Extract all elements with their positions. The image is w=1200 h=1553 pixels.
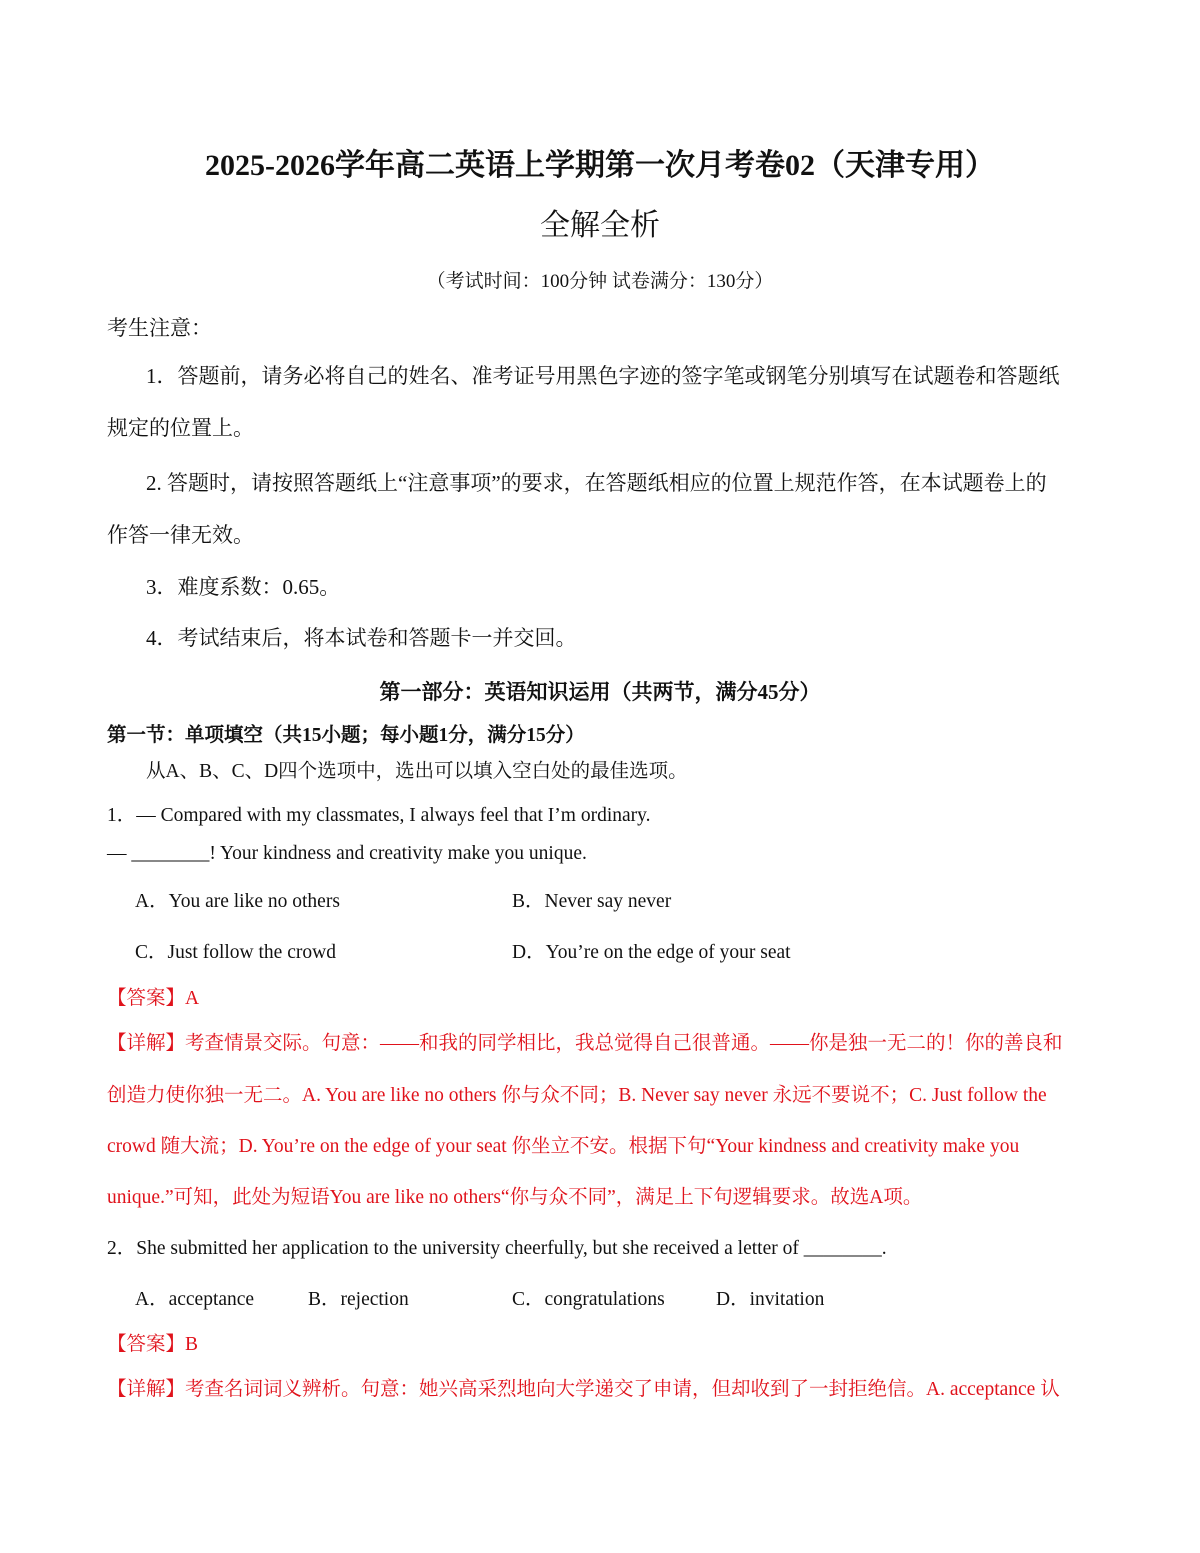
- question-1-option-c: C．Just follow the crowd: [135, 942, 336, 963]
- question-1-option-d: D．You’re on the edge of your seat: [512, 942, 791, 963]
- question-1-explanation-line-2: 创造力使你独一无二。A. You are like no others 你与众不同；B. Never say never 永远不要说不；C. Just follow the: [107, 1085, 1047, 1106]
- question-2-line-1: 2．She submitted her application to the university cheerfully, but she received a letter of ________.: [107, 1238, 887, 1259]
- notice-heading: 考生注意：: [107, 316, 212, 340]
- question-2-explanation-line-1: 【详解】考查名词词义辨析。句意：她兴高采烈地向大学递交了申请，但却收到了一封拒绝信。A. acceptance 认: [107, 1379, 1060, 1400]
- notice-item-4: 4．考试结束后，将本试卷和答题卡一并交回。: [146, 626, 577, 650]
- section-1-instruction: 从A、B、C、D四个选项中，选出可以填入空白处的最佳选项。: [146, 761, 688, 782]
- notice-item-3: 3．难度系数：0.65。: [146, 575, 341, 599]
- question-2-option-d: D．invitation: [716, 1289, 825, 1310]
- question-1-option-a: A．You are like no others: [135, 891, 340, 912]
- page-subtitle: 全解全析: [540, 209, 660, 242]
- page-title: 2025-2026学年高二英语上学期第一次月考卷02（天津专用）: [205, 149, 995, 182]
- question-1-line-1: 1．— Compared with my classmates, I always feel that I’m ordinary.: [107, 805, 651, 826]
- question-1-explanation-line-3: crowd 随大流；D. You’re on the edge of your seat 你坐立不安。根据下句“Your kindness and creativity make you: [107, 1136, 1020, 1157]
- question-2-option-b: B．rejection: [308, 1289, 409, 1310]
- question-1-answer: 【答案】A: [107, 988, 200, 1009]
- notice-item-1-line-1: 1．答题前，请务必将自己的姓名、准考证号用黑色字迹的签字笔或钢笔分别填写在试题卷和答题纸: [146, 364, 1060, 388]
- notice-item-1-line-2: 规定的位置上。: [107, 416, 254, 440]
- part-1-title: 第一部分：英语知识运用（共两节，满分45分）: [379, 680, 821, 704]
- section-1-title: 第一节：单项填空（共15小题；每小题1分，满分15分）: [107, 725, 585, 746]
- question-1-explanation-line-1: 【详解】考查情景交际。句意：——和我的同学相比，我总觉得自己很普通。——你是独一无二的！你的善良和: [107, 1033, 1063, 1054]
- question-2-option-c: C．congratulations: [512, 1289, 665, 1310]
- notice-item-2-line-1: 2. 答题时，请按照答题纸上“注意事项”的要求，在答题纸相应的位置上规范作答，在本试题卷上的: [146, 471, 1047, 495]
- question-1-line-2: — ________! Your kindness and creativity make you unique.: [107, 843, 587, 864]
- question-2-answer: 【答案】B: [107, 1334, 199, 1355]
- notice-item-2-line-2: 作答一律无效。: [107, 523, 254, 547]
- exam-info: （考试时间：100分钟 试卷满分：130分）: [426, 271, 774, 292]
- question-1-explanation-line-4: unique.”可知，此处为短语You are like no others“你与众不同”，满足上下句逻辑要求。故选A项。: [107, 1187, 923, 1208]
- question-1-option-b: B．Never say never: [512, 891, 672, 912]
- question-2-option-a: A．acceptance: [135, 1289, 255, 1310]
